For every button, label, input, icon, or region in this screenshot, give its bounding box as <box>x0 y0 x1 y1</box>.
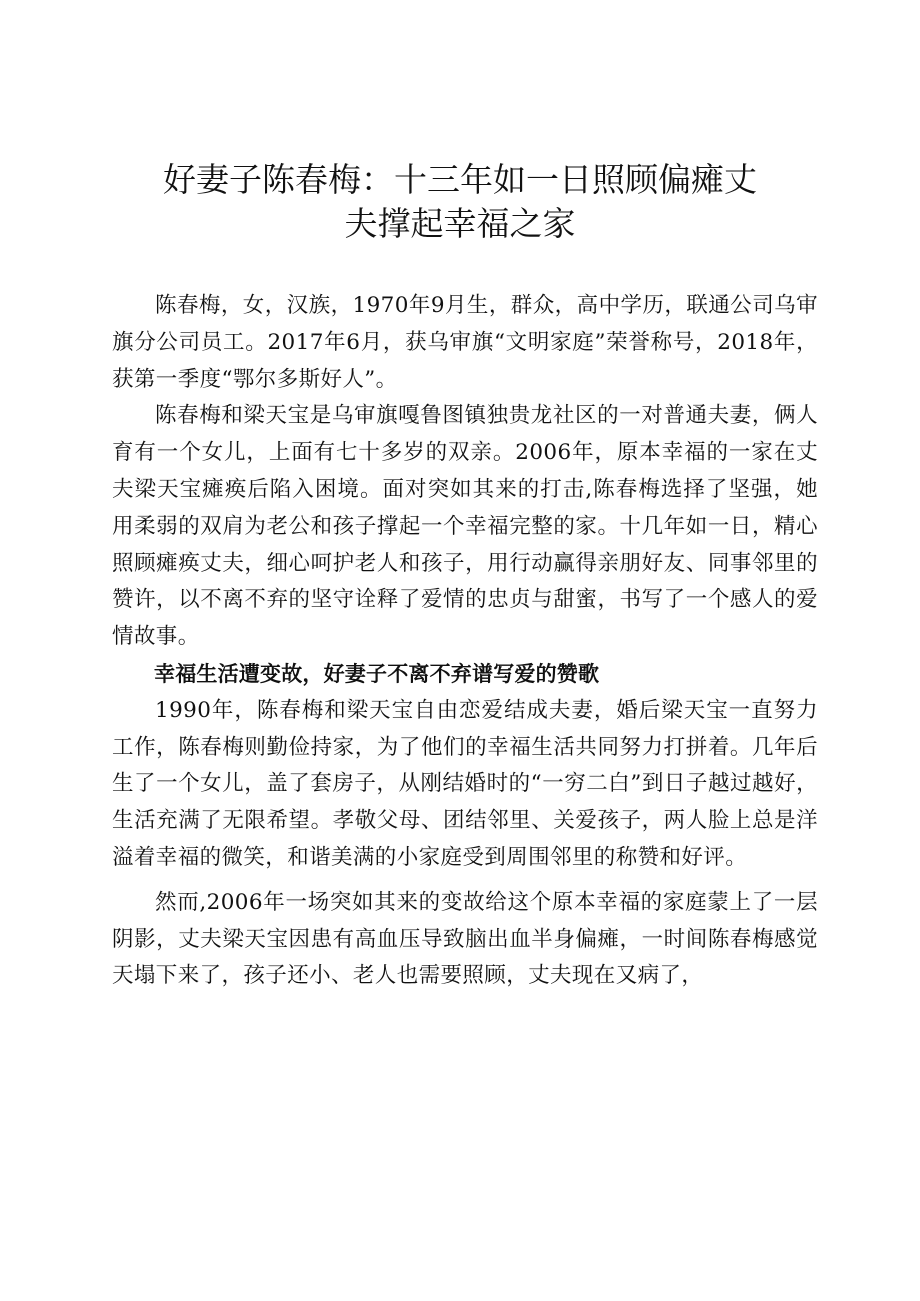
document-title-line-1: 好妻子陈春梅：十三年如一日照顾偏瘫丈 <box>163 160 757 199</box>
document-body <box>112 288 818 995</box>
section-heading: 幸福生活遭变故，好妻子不离不弃谱写爱的赞歌 <box>154 661 600 686</box>
document-title-line-2: 夫撑起幸福之家 <box>344 204 576 243</box>
story-paragraph-1: 1990年，陈春梅和梁天宝自由恋爱结成夫妻，婚后梁天宝一直努力工作，陈春梅则勤俭持家，为了他们的幸福生活共同努力打拼着。几年后生了一个女儿，盖了套房子，从刚结婚时的“一穷二白”到日子越过越好，生活充满了无限希望。孝敬父母、团结邻里、关爱孩子，两人脸上总是洋溢着幸福的微笑，和谐美满的小家庭受到周围邻里的称赞和好评。 <box>112 697 818 870</box>
summary-paragraph: 陈春梅和梁天宝是乌审旗嘎鲁图镇独贵龙社区的一对普通夫妻，俩人育有一个女儿，上面有七十多岁的双亲。2006年，原本幸福的一家在丈夫梁天宝瘫痪后陷入困境。面对突如其来的打击,陈春梅选择了坚强，她用柔弱的双肩为老公和孩子撑起一个幸福完整的家。十几年如一日，精心照顾瘫痪丈夫，细心呵护老人和孩子，用行动赢得亲朋好友、同事邻里的赞许，以不离不弃的坚守诠释了爱情的忠贞与甜蜜，书写了一个感人的爱情故事。 <box>112 403 818 650</box>
story-paragraph-2: 然而,2006年一场突如其来的变故给这个原本幸福的家庭蒙上了一层阴影，丈夫梁天宝因患有高血压导致脑出血半身偏瘫，一时间陈春梅感觉天塌下来了，孩子还小、老人也需要照顾，丈夫现在又病了， <box>112 889 818 989</box>
intro-paragraph: 陈春梅，女，汉族，1970年9月生，群众，高中学历，联通公司乌审旗分公司员工。2017年6月，获乌审旗“文明家庭”荣誉称号，2018年，获第一季度“鄂尔多斯好人”。 <box>112 293 818 392</box>
